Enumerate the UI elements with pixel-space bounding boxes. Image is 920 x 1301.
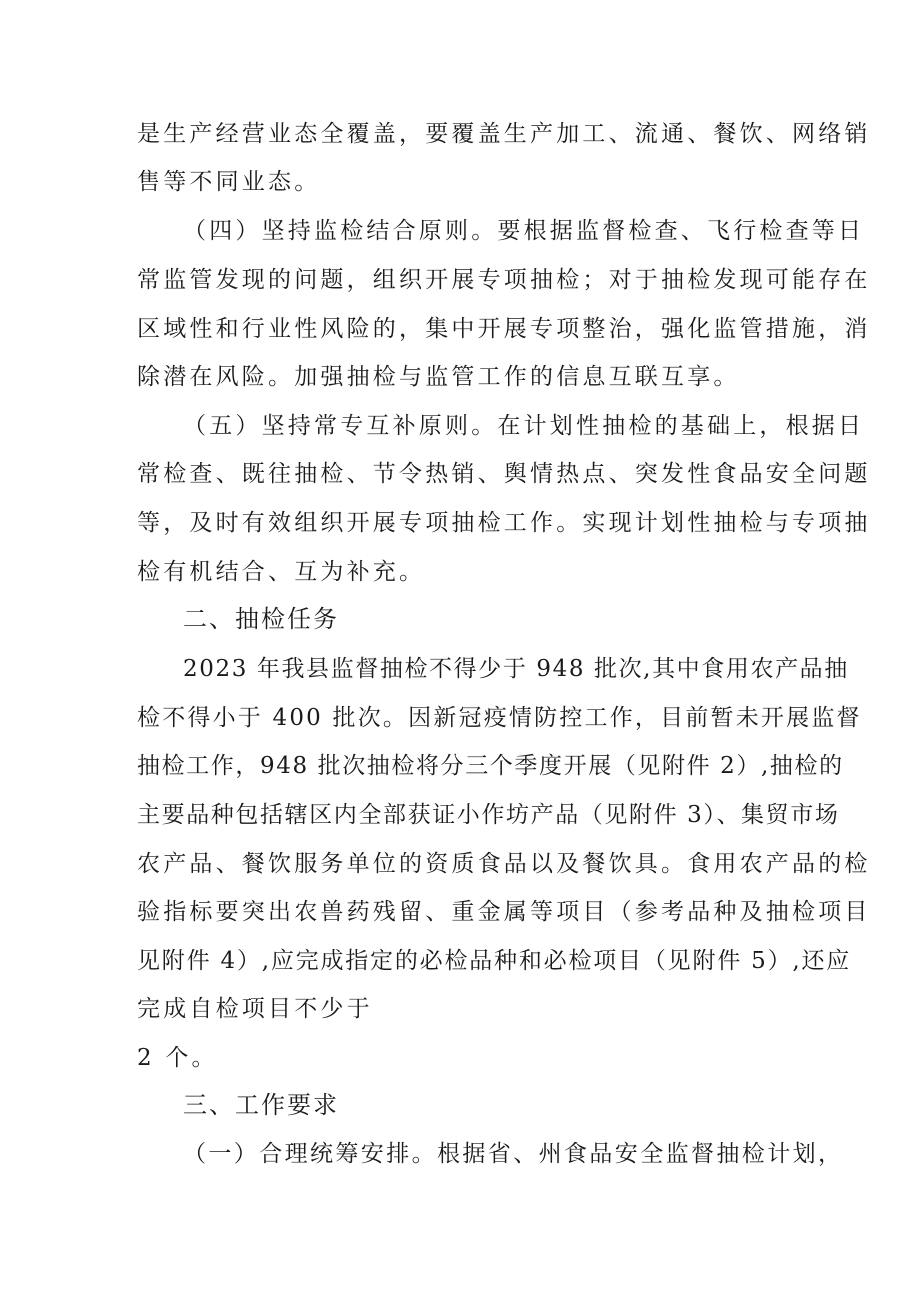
paragraph-line: 检不得小于 400 批次。因新冠疫情防控工作，目前暂未开展监督: [137, 705, 862, 731]
paragraph-line: 见附件 4）,应完成指定的必检品种和必检项目（见附件 5）,还应: [137, 948, 852, 974]
paragraph-line: （四）坚持监检结合原则。要根据监督检查、飞行检查等日: [183, 218, 865, 244]
paragraph-line: 常监管发现的问题，组织开展专项抽检；对于抽检发现可能存在: [137, 267, 871, 293]
paragraph-line: （一）合理统筹安排。根据省、州食品安全监督抽检计划，: [183, 1141, 844, 1167]
section-heading: 三、工作要求: [183, 1091, 339, 1119]
paragraph-line: 售等不同业态。: [137, 169, 321, 195]
paragraph-line: 抽检工作，948 批次抽检将分三个季度开展（见附件 2）,抽检的: [137, 753, 844, 779]
paragraph-line: 常检查、既往抽检、节令热销、舆情热点、突发性食品安全问题: [137, 461, 871, 487]
paragraph-line: 检有机结合、互为补充。: [137, 559, 426, 585]
paragraph-line: 除潜在风险。加强抽检与监管工作的信息互联互享。: [137, 364, 740, 390]
paragraph-line: 是生产经营业态全覆盖，要覆盖生产加工、流通、餐饮、网络销: [137, 121, 871, 147]
paragraph-line: 主要品种包括辖区内全部获证小作坊产品（见附件 3）、集贸市场: [137, 802, 840, 828]
paragraph-line: 2023 年我县监督抽检不得少于 948 批次,其中食用农产品抽: [183, 656, 849, 682]
paragraph-line: 农产品、餐饮服务单位的资质食品以及餐饮具。食用农产品的检: [137, 851, 871, 877]
paragraph-line: 等，及时有效组织开展专项抽检工作。实现计划性抽检与专项抽: [137, 510, 871, 536]
paragraph-line: 验指标要突出农兽药残留、重金属等项目（参考品种及抽检项目: [137, 899, 871, 925]
paragraph-line: 完成自检项目不少于: [137, 996, 373, 1022]
paragraph-line: 区域性和行业性风险的，集中开展专项整治，强化监管措施，消: [137, 316, 871, 342]
paragraph-line: （五）坚持常专互补原则。在计划性抽检的基础上，根据日: [183, 413, 865, 439]
paragraph-line: 2 个。: [137, 1045, 218, 1071]
section-heading: 二、抽检任务: [183, 605, 339, 633]
